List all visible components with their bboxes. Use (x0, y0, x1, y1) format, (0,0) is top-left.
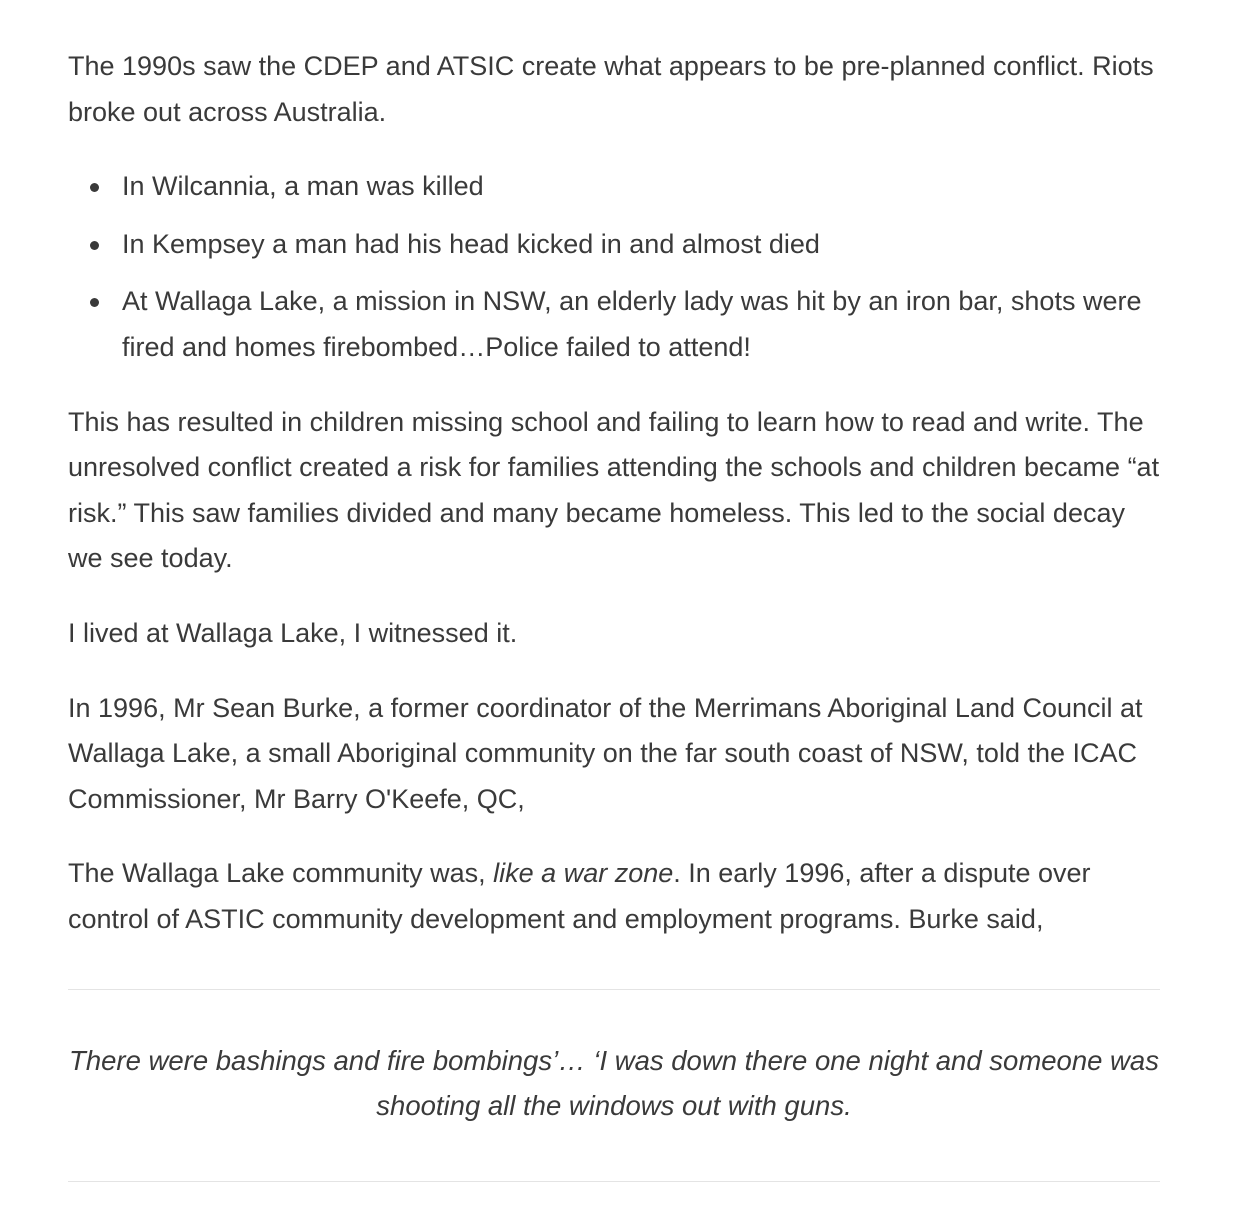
consequence-paragraph: This has resulted in children missing school and failing to learn how to read and write. The unresolved conflict created a risk for families attending the schools and children became “at risk.” This saw families divided and many became homeless. This led to the social decay we see today. (68, 406, 1160, 574)
war-zone-text-after: . In early 1996, after a dispute over control of ASTIC community development and employment programs. Burke said, (68, 858, 1091, 934)
list-item-text: In Wilcannia, a man was killed (122, 171, 484, 202)
list-item-text: In Kempsey a man had his head kicked in and almost died (122, 228, 820, 259)
list-item (68, 279, 1160, 370)
war-zone-text-before: The Wallaga Lake community was, (68, 858, 494, 889)
war-zone-paragraph (68, 851, 1160, 942)
article-body (68, 0, 1160, 1182)
bullet-icon (90, 183, 99, 192)
intro-paragraph: The 1990s saw the CDEP and ATSIC create what appears to be pre-planned conflict. Riots broke out across Australia. (68, 51, 1154, 127)
bullet-icon (90, 298, 99, 307)
riot-incidents-list (68, 164, 1160, 370)
witness-paragraph: I lived at Wallaga Lake, I witnessed it. (68, 617, 518, 648)
quote-divider-bottom (68, 1181, 1160, 1182)
burke-paragraph: In 1996, Mr Sean Burke, a former coordinator of the Merrimans Aboriginal Land Council at Wallaga Lake, a small Aboriginal community on the far south coast of NSW, told the ICAC Commissioner, Mr Barry O'Keefe, QC, (68, 692, 1143, 814)
quote-divider-top (68, 989, 1160, 990)
pull-quote: There were bashings and fire bombings’… ‘I was down there one night and someone was shooting all the windows out with guns. (69, 1044, 1159, 1122)
war-zone-emphasis: like a war zone (493, 858, 674, 889)
list-item (68, 222, 1160, 268)
bullet-icon (90, 241, 99, 250)
list-item-text: At Wallaga Lake, a mission in NSW, an elderly lady was hit by an iron bar, shots were fired and homes firebombed…Police failed to attend! (122, 286, 1142, 362)
list-item (68, 164, 1160, 210)
